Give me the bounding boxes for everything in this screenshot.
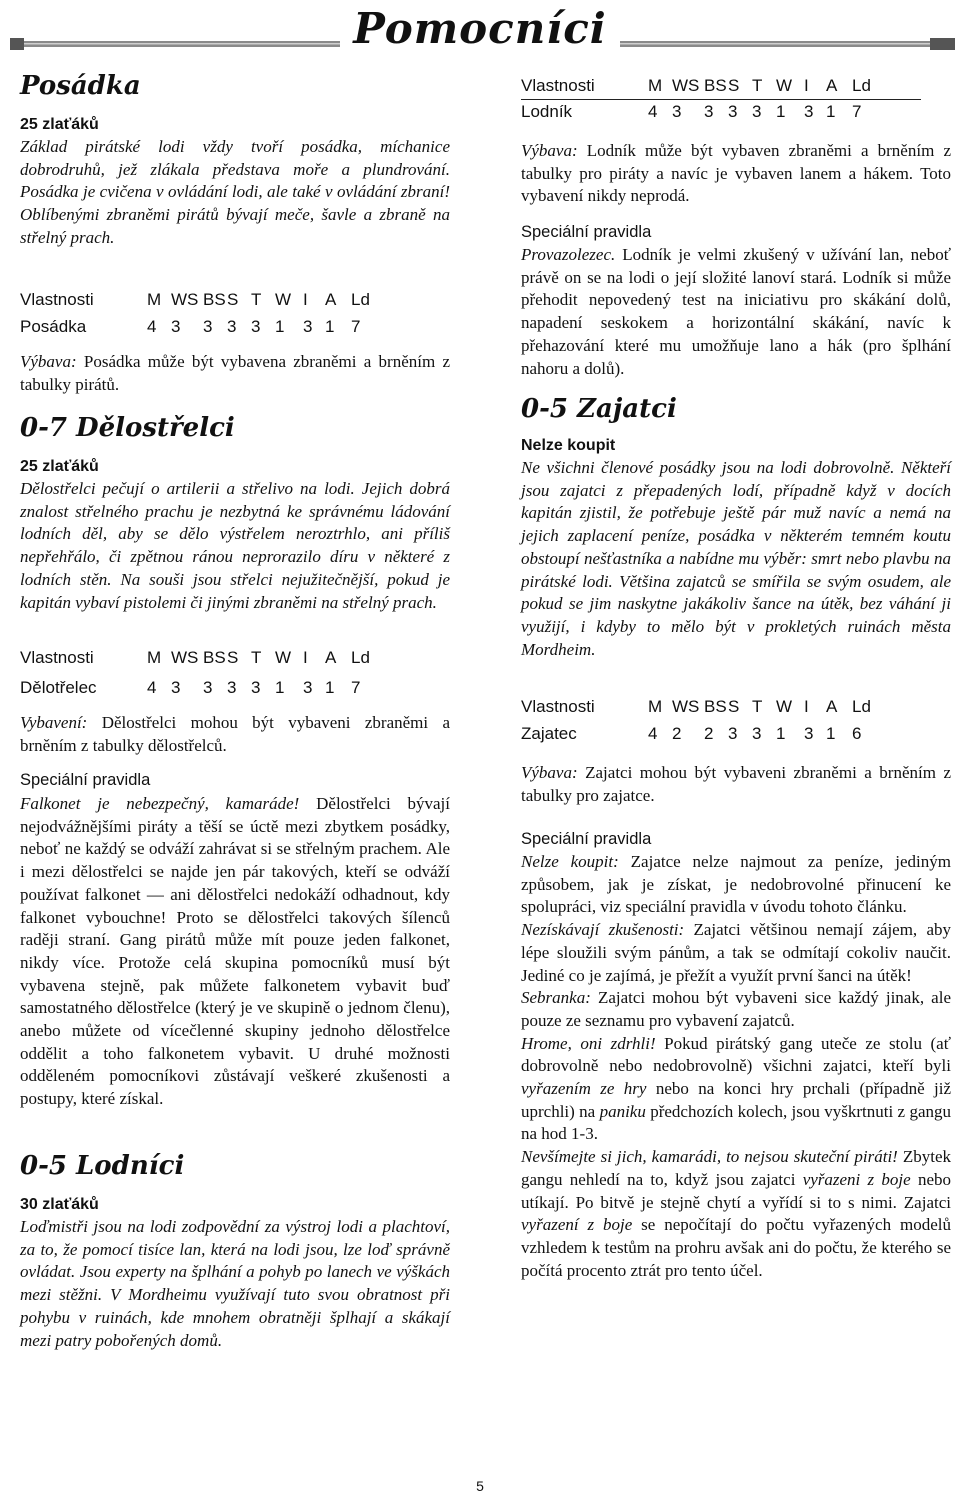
equipment-zajatec xyxy=(521,762,951,807)
rule-emphasis: vyřazení z boje xyxy=(521,1215,633,1235)
page-number: 5 xyxy=(476,1478,484,1494)
stat-row xyxy=(20,315,450,339)
description: Ne všichni členové posádky jsou na lodi dobrovolně. Někteří jsou zajatci z přepadených lodí, případně když v docích kapitán zjistil, že potřebuje ještě pár muž navíc a nemá na jejich zaplacení peníze, posádka v některém temném koutu obstoupí nešťastníka a nabídne mu výběr: smrt nebo plavbu na pirátské lodi. Většina zajatců se smířila se svým osudem, ale pokud se jim naskytne jakákoliv šance na útěk, bez váhání ji využijí, i kdyby to mělo být v prokletých ruinách města Mordheim. xyxy=(521,458,951,659)
stat-header-cell: BS xyxy=(704,697,727,716)
stat-cell: 3 xyxy=(704,102,714,121)
rule-emphasis: vyřazením ze hry xyxy=(521,1079,647,1099)
stat-cell: 4 xyxy=(648,102,658,121)
stat-header-cell: M xyxy=(648,697,663,716)
stat-header-cell: S xyxy=(728,76,740,95)
equipment-text: Dělostřelci mohou být vybaveni zbraněmi a brněním z tabulky dělostřelců. xyxy=(20,713,450,755)
stat-cell: 3 xyxy=(203,678,213,697)
rule-text: nebo na konci hry prchali (případně již uprchli) na xyxy=(521,1079,951,1121)
stat-row-name: Posádka xyxy=(20,317,87,336)
stat-cell: 1 xyxy=(325,678,335,697)
special-rule-provazolezec xyxy=(521,244,951,380)
stat-row xyxy=(521,722,951,746)
special-rules-title: Speciální pravidla xyxy=(521,223,652,241)
stat-header-cell: WS xyxy=(672,76,700,95)
stat-cell: 1 xyxy=(826,102,836,121)
stat-cell: 3 xyxy=(251,678,261,697)
stat-header-cell: BS xyxy=(203,648,226,667)
stat-row xyxy=(521,100,951,124)
equipment-text: Posádka může být vybavena zbraněmi a brněním z tabulky pirátů. xyxy=(20,352,450,394)
special-rules-title: Speciální pravidla xyxy=(521,830,652,848)
rule-name: Nevšímejte si jich, kamarádi, to nejsou skuteční piráti! xyxy=(521,1147,898,1167)
stat-header-label: Vlastnosti xyxy=(521,76,595,95)
equipment-lodnik xyxy=(521,140,951,208)
section-title: 0-7 Dělostřelci xyxy=(20,413,235,443)
rule-emphasis: paniku xyxy=(599,1101,646,1121)
stat-header-cell: M xyxy=(147,290,162,309)
stat-cell: 1 xyxy=(776,102,786,121)
stat-cell: 1 xyxy=(275,317,285,336)
sword-left-ornament xyxy=(10,38,340,50)
equipment-label: Výbava: xyxy=(521,141,578,160)
stat-table-posadka xyxy=(20,288,450,339)
stat-header-cell: Ld xyxy=(852,697,871,716)
stat-header-cell: Ld xyxy=(351,648,370,667)
stat-header-row xyxy=(521,695,951,719)
stat-header-cell: I xyxy=(804,76,809,95)
equipment-text: Lodník může být vybaven zbraněmi a brněním z tabulky pro piráty a navíc je vybaven lanem a hákem. Toto vybavení nikdy neprodá. xyxy=(521,141,951,206)
stat-header-cell: S xyxy=(227,290,239,309)
stat-header-cell: WS xyxy=(171,648,199,667)
equipment-posadka xyxy=(20,351,450,396)
rule-text: Dělostřelci bývají nejodvážnějšími piráty a těší se úctě mezi zbytkem posádky, neboť ne každý se odváží zahrávat si se střelným prachem. Ale i mezi dělostřelci se najde jen pár takových, kteří se odváží používat falkonet — ani dělostřelci nedokáží odhadnout, kdy falkonet vybouchne! Proto se dělostřelci takových šílenců raději straní. Gang pirátů může mít pouze jeden falkonet, nikdy více. Protože celá skupina pomocníků musí být vybavena stejně, pak můžete falkonetem vybavit buď samostatného dělostřelce (který je ve skupině o jednom členu), anebo můžete od vícečlenné skupiny jednoho dělostřelce oddělit a toho falkonetem vybavit. U druhé možnosti odděleném pomocníkovi zůstávají veškeré zkušenosti a postupy, které získal. xyxy=(20,794,450,1109)
stat-header-cell: W xyxy=(275,648,292,667)
stat-header-row xyxy=(20,646,450,670)
rule-text: Lodník je velmi zkušený v užívání lan, neboť právě on se na lodi o její složité lanoví stará. Lodník si může přehodit nepovedený test na iniciativu pro skákání dolů, napadení seskokem a horizontální skákání, navíc k přehazování které mu umožňuje lano a hák (pro šplhání nahoru a dolů). xyxy=(521,245,951,378)
stat-header-cell: S xyxy=(728,697,740,716)
stat-cell: 3 xyxy=(303,678,313,697)
stat-header-cell: BS xyxy=(704,76,727,95)
cost: 25 zlaťáků xyxy=(20,458,99,475)
rule-name: Nezískávají zkušenosti: xyxy=(521,920,685,940)
equipment-label: Vybavení: xyxy=(20,713,88,732)
stat-header-row xyxy=(20,288,450,312)
description: Loďmistři jsou na lodi zodpovědní za výstroj lodi a plachtoví, za to, že pomocí tisíce lan, která na lodi jsou, lze loď správně ovládat. Jsou experty na šplhání a pohyb po lanech ve výškách mezi stěžni. V Mordheimu využívají tuto svou obratnost při pohybu v ruinách, kde mnohem obratněji šplhají a skákají mezi patry pobořených domů. xyxy=(20,1217,450,1350)
stat-cell: 2 xyxy=(704,724,714,743)
stat-cell: 3 xyxy=(672,102,682,121)
rule-sebranka xyxy=(521,987,951,1032)
stat-cell: 3 xyxy=(728,102,738,121)
rule-text: se nepočítají do počtu vyřazených modelů vzhledem k testům na prohru avšak ani do počtu, že kterého se počítá procento ztrát pro tento účel. xyxy=(521,1215,951,1280)
rule-name: Sebranka: xyxy=(521,988,591,1008)
rule-text: Zajatce nelze najmout za peníze, jediným způsobem, jak je získat, je nedobrovolné přinucení ke spolupráci, viz speciální pravidla v úvodu tohoto článku. xyxy=(521,852,951,917)
stat-header-cell: Ld xyxy=(852,76,871,95)
cost: 25 zlaťáků xyxy=(20,116,99,133)
stat-header-label: Vlastnosti xyxy=(20,648,94,667)
rule-text: Zajatci mohou být vybaveni sice každý jinak, ale pouze ze seznamu pro vybavení zajatců. xyxy=(521,988,951,1030)
stat-cell: 4 xyxy=(147,678,157,697)
special-rule-falkonet xyxy=(20,793,450,1111)
stat-header-cell: W xyxy=(275,290,292,309)
stat-header-label: Vlastnosti xyxy=(521,697,595,716)
section-title: 0-5 Lodníci xyxy=(20,1151,185,1181)
rule-text: Zajatci většinou nemají zájem, aby lépe sloužili svým pánům, a tak se odmítají cokoliv naučit. Jediné co je zajímá, je přežít a využít první šanci na útěk! xyxy=(521,920,952,985)
cost: Nelze koupit xyxy=(521,437,616,454)
stat-header-cell: T xyxy=(752,76,763,95)
rule-text: Zbytek gangu nehledí na to, když jsou zajatci xyxy=(521,1147,951,1189)
section-lodnici xyxy=(20,1150,450,1352)
equipment-label: Výbava: xyxy=(20,352,77,371)
stat-row xyxy=(20,676,450,700)
stat-header-cell: M xyxy=(147,648,162,667)
rule-nezískavaji xyxy=(521,919,951,987)
rule-nevsimejte xyxy=(521,1146,951,1282)
page-title: Pomocníci xyxy=(353,4,607,53)
stat-header-row xyxy=(521,74,951,98)
rule-nelze-koupit xyxy=(521,851,951,919)
stat-row-name: Zajatec xyxy=(521,724,577,743)
special-rules-title: Speciální pravidla xyxy=(20,771,151,789)
stat-cell: 6 xyxy=(852,724,862,743)
stat-cell: 4 xyxy=(648,724,658,743)
stat-header-cell: W xyxy=(776,697,793,716)
stat-cell: 1 xyxy=(776,724,786,743)
stat-cell: 3 xyxy=(752,724,762,743)
stat-cell: 1 xyxy=(325,317,335,336)
section-posadka xyxy=(20,70,450,250)
stat-header-cell: S xyxy=(227,648,239,667)
equipment-label: Výbava: xyxy=(521,763,578,782)
stat-header-cell: WS xyxy=(171,290,199,309)
stat-cell: 1 xyxy=(275,678,285,697)
section-title: 0-5 Zajatci xyxy=(521,394,677,424)
description: Základ pirátské lodi vždy tvoří posádka, míchanice dobrodruhů, jež zlákala představa moře a plundrování. Posádka je cvičena v ovládání lodi, ale také v ovládání zbraní! Oblíbenými zbraněmi pirátů bývají meče, šavle a zbraně na střelný prach. xyxy=(20,137,450,247)
stat-header-label: Vlastnosti xyxy=(20,290,94,309)
stat-header-cell: A xyxy=(826,76,838,95)
rule-text: nebo utíkají. Po bitvě je stejně chytí a vyřídí si to s nimi. Zajatci xyxy=(521,1169,952,1212)
cost: 30 zlaťáků xyxy=(20,1196,99,1213)
stat-row-name: Lodník xyxy=(521,102,573,121)
stat-header-cell: T xyxy=(251,648,262,667)
stat-header-cell: T xyxy=(251,290,262,309)
stat-cell: 2 xyxy=(672,724,682,743)
stat-cell: 3 xyxy=(227,678,237,697)
section-zajatci xyxy=(521,393,951,661)
stat-header-cell: BS xyxy=(203,290,226,309)
stat-cell: 3 xyxy=(171,317,181,336)
stat-header-cell: I xyxy=(303,648,308,667)
section-delostrelci xyxy=(20,412,450,614)
stat-cell: 3 xyxy=(728,724,738,743)
stat-header-cell: M xyxy=(648,76,663,95)
stat-cell: 7 xyxy=(852,102,862,121)
stat-cell: 3 xyxy=(303,317,313,336)
stat-header-cell: W xyxy=(776,76,793,95)
rule-emphasis: vyřazeni z boje xyxy=(802,1169,911,1189)
stat-cell: 7 xyxy=(351,317,361,336)
rule-text: předchozích kolech, jsou vyškrtnuti z gangu na hod 1-3. xyxy=(521,1101,951,1144)
stat-header-cell: A xyxy=(325,648,337,667)
stat-header-cell: T xyxy=(752,697,763,716)
rule-text: Pokud pirátský gang uteče ze stolu (ať dobrovolně nebo nedobrovolně) všichni zajatci, kteří byli xyxy=(521,1033,951,1076)
stat-cell: 3 xyxy=(804,724,814,743)
special-rules-zajatci xyxy=(521,851,951,1282)
stat-cell: 3 xyxy=(203,317,213,336)
stat-cell: 3 xyxy=(251,317,261,336)
stat-cell: 3 xyxy=(804,102,814,121)
stat-header-cell: I xyxy=(303,290,308,309)
equipment-text: Zajatci mohou být vybaveni zbraněmi a brněním z tabulky pro zajatce. xyxy=(521,763,951,805)
equipment-delostrelci xyxy=(20,712,450,757)
stat-row-name: Dělotřelec xyxy=(20,678,97,697)
stat-cell: 4 xyxy=(147,317,157,336)
stat-table-delostrelci xyxy=(20,646,450,700)
stat-cell: 3 xyxy=(227,317,237,336)
sword-right-ornament xyxy=(620,38,955,50)
stat-cell: 3 xyxy=(171,678,181,697)
stat-cell: 1 xyxy=(826,724,836,743)
stat-cell: 3 xyxy=(752,102,762,121)
stat-header-cell: WS xyxy=(672,697,700,716)
stat-header-cell: Ld xyxy=(351,290,370,309)
stat-header-cell: A xyxy=(325,290,337,309)
description: Dělostřelci pečují o artilerii a střelivo na lodi. Jejich dobrá znalost střelného prachu je nezbytná ke správnému ládování lodních děl, aby se dělo výstřelem neroztrhlo, ani příliš nepřehřálo, či zpětnou ránou neprorazilo díru v některé z lodních stěn. Na souši jsou střelci nejužitečnější, pokud je kapitán vybaví pistolemi či jinými zbraněmi na střelný prach. xyxy=(20,479,450,612)
section-title: Posádka xyxy=(20,71,141,101)
rule-hrome xyxy=(521,1033,951,1147)
rule-name: Falkonet je nebezpečný, kamaráde! xyxy=(20,794,300,813)
stat-cell: 7 xyxy=(351,678,361,697)
rule-name: Nelze koupit: xyxy=(521,852,619,871)
rule-name: Hrome, oni zdrhli! xyxy=(521,1033,656,1053)
rule-name: Provazolezec. xyxy=(521,245,616,264)
stat-header-cell: I xyxy=(804,697,809,716)
stat-header-cell: A xyxy=(826,697,838,716)
stat-table-zajatec xyxy=(521,695,951,746)
stat-table-lodnik xyxy=(521,74,951,124)
